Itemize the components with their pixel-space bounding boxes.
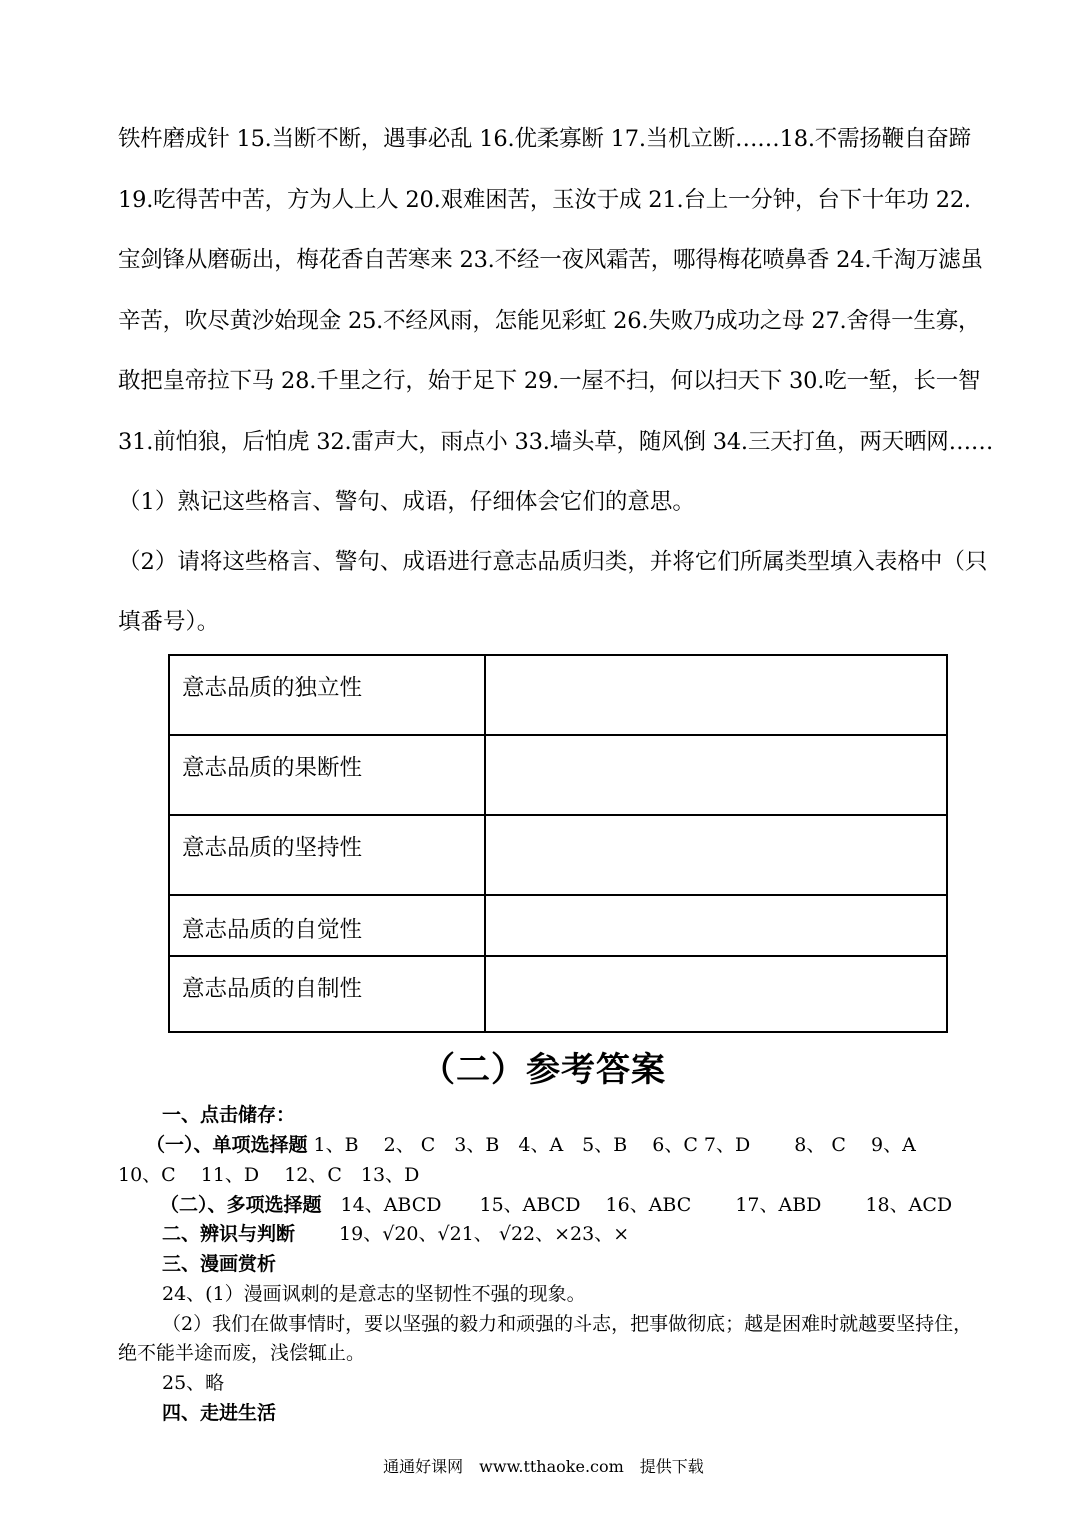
quote-line: 19.吃得苦中苦，方为人上人 20.艰难困苦，玉汝于成 21.台上一分钟，台下十年功 22. (118, 186, 971, 213)
section2-line (162, 1219, 629, 1246)
footer-credit: 通通好课网 www.tthaoke.com 提供下载 (383, 1457, 704, 1476)
quote-line: 铁杵磨成针 15.当断不断，遇事必乱 16.优柔寡断 17.当机立断……18.不需扬鞭自奋蹄 (118, 126, 971, 152)
q25-answer: 25、略 (162, 1372, 225, 1394)
single-choice-line (146, 1130, 916, 1157)
table-row (170, 955, 946, 1031)
instruction-1: （1）熟记这些格言、警句、成语，仔细体会它们的意思。 (118, 489, 695, 515)
single-choice-answers: 1、B 2、 C 3、B 4、A 5、B 6、C 7、D 8、 C 9、A (307, 1134, 916, 1156)
row-label: 意志品质的果断性 (182, 755, 363, 781)
table-row (170, 656, 946, 736)
table-row (170, 814, 946, 894)
single-choice-heading: （一）、单项选择题 (146, 1134, 308, 1156)
multi-choice-answers: 14、ABCD 15、ABCD 16、ABC 17、ABD 18、ACD (321, 1194, 953, 1216)
instruction-2-line-2: 填番号）。 (118, 609, 220, 635)
q24-part1: 24、(1）漫画讽刺的是意志的坚韧性不强的现象。 (162, 1283, 586, 1305)
quote-paragraph (118, 117, 998, 480)
row-label: 意志品质的自制性 (182, 976, 363, 1002)
multi-choice-line (160, 1190, 952, 1217)
quote-line: 敢把皇帝拉下马 28.千里之行，始于足下 29.一屋不扫，何以扫天下 30.吃一堑，长一智 (118, 368, 981, 394)
row-label: 意志品质的独立性 (182, 675, 363, 701)
table-row (170, 894, 946, 955)
quote-line: 辛苦，吹尽黄沙始现金 25.不经风雨，怎能见彩虹 26.失败乃成功之母 27.舍得一生寡， (118, 307, 981, 334)
single-choice-answers-cont: 10、C 11、D 12、C 13、D (118, 1164, 420, 1186)
q24-part2-line1: （2）我们在做事情时，要以坚强的毅力和顽强的斗志，把事做彻底；越是困难时就越要坚持住， (162, 1313, 973, 1335)
answer-title: （二）参考答案 (421, 1050, 666, 1090)
multi-choice-heading: （二）、多项选择题 (160, 1194, 322, 1216)
table-row (170, 734, 946, 814)
section4-heading: 四、走进生活 (162, 1402, 277, 1424)
instruction-2-line-1: （2）请将这些格言、警句、成语进行意志品质归类，并将它们所属类型填入表格中（只 (118, 549, 988, 575)
row-label: 意志品质的坚持性 (182, 835, 363, 861)
section1-heading: 一、点击储存： (162, 1104, 296, 1126)
quote-line: 31.前怕狼，后怕虎 32.雷声大，雨点小 33.墙头草，随风倒 34.三天打鱼，两天晒网…… (118, 428, 994, 455)
section3-heading: 三、漫画赏析 (162, 1253, 277, 1275)
row-label: 意志品质的自觉性 (182, 917, 363, 943)
quote-line: 宝剑锋从磨砺出，梅花香自苦寒来 23.不经一夜风霜苦，哪得梅花喷鼻香 24.千淘万滤虽 (118, 247, 983, 273)
q24-part2-line2: 绝不能半途而废，浅偿辄止。 (118, 1342, 366, 1364)
classification-table (168, 654, 948, 1033)
section2-heading: 二、辨识与判断 (162, 1223, 296, 1245)
section2-answers: 19、√20、√21、 √22、×23、× (295, 1223, 630, 1245)
column-divider (484, 656, 486, 1031)
